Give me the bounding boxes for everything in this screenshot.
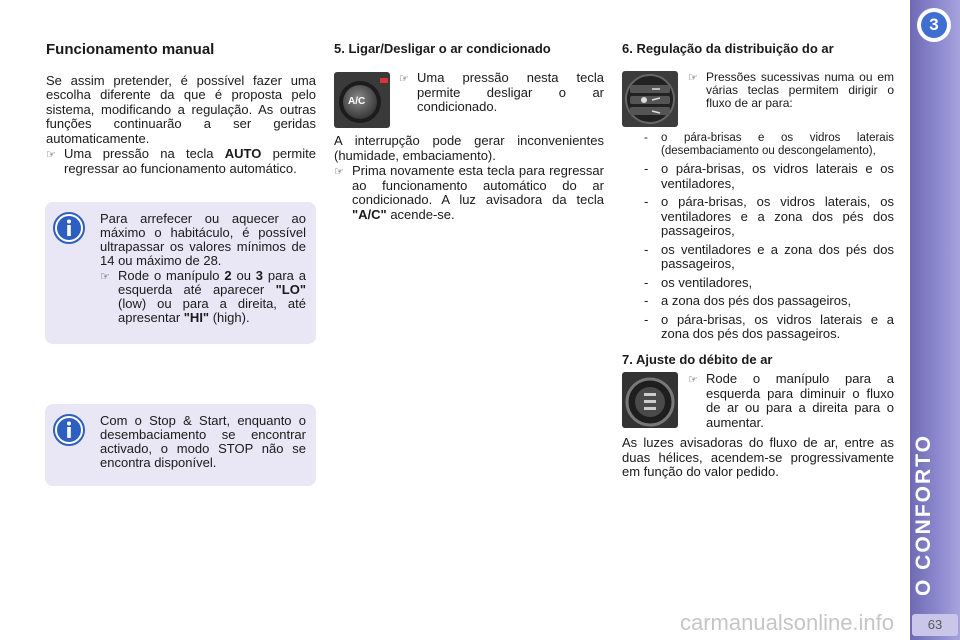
column-air-distribution — [622, 40, 894, 73]
ac-interruption-note: A interrupção pode gerar inconvenientes (humidade, embaciamento). — [334, 133, 604, 163]
list-item: - a zona dos pés dos passageiros, — [644, 293, 852, 308]
info-icon — [53, 212, 85, 244]
info-box-stop-start — [45, 404, 316, 486]
section-title-flow: 7. Ajuste do débito de ar — [622, 352, 773, 367]
flow-bullet: ☞ Rode o manípulo para a esquerda para diminuir o fluxo de ar ou para a direita para o aumentar. — [688, 371, 894, 430]
flow-knob-photo — [622, 372, 678, 428]
section-title: 5. Ligar/Desligar o ar condicionado — [334, 41, 551, 56]
list-item: - os ventiladores e a zona dos pés dos passageiros, — [644, 241, 894, 271]
column-manual-operation — [46, 40, 316, 176]
watermark: carmanualsonline.info — [680, 610, 895, 635]
list-item: - o pára-brisas e os vidros laterais (desembaciamento ou descongelamento), — [644, 132, 894, 157]
ac-label: A/C — [348, 96, 366, 107]
pointing-hand-icon: ☞ — [334, 166, 344, 178]
info1-text: Para arrefecer ou aquecer ao máximo o habitáculo, é possível ultrapassar os valores mínimos de 14 ou máximo de 28. — [100, 211, 306, 268]
ac-button-photo — [334, 72, 390, 128]
info1-bullet: ☞ Rode o manípulo 2 ou 3 para a esquerda até aparecer "LO" (low) ou para a direita, até apresentar "HI" (high). — [100, 268, 306, 325]
list-item: - o pára-brisas, os vidros laterais, os ventiladores e a zona dos pés dos passageiros, — [644, 194, 894, 238]
pointing-hand-icon: ☞ — [46, 149, 56, 161]
distribution-options-list — [644, 132, 894, 346]
info-box-temperature — [45, 202, 316, 344]
chapter-number: 3 — [921, 12, 947, 38]
info2-text: Com o Stop & Start, enquanto o desembaciamento se encontrar activado, o modo STOP não se encontra disponível. — [100, 413, 306, 470]
flow-lights-note: As luzes avisadoras do fluxo de ar, entre as duas hélices, acendem-se progressivamente em função do valor pedido. — [622, 435, 894, 479]
distribution-buttons-photo — [622, 71, 678, 127]
list-item: - os ventiladores, — [644, 274, 753, 290]
section-title: 6. Regulação da distribuição do ar — [622, 41, 834, 56]
column-ac-toggle — [334, 40, 604, 73]
chapter-title-vertical: O CONFORTO — [912, 434, 935, 596]
pointing-hand-icon: ☞ — [399, 73, 409, 85]
pointing-hand-icon: ☞ — [688, 72, 698, 84]
section-title: Funcionamento manual — [46, 41, 215, 58]
auto-key-label: AUTO — [224, 146, 262, 161]
distribution-bullet: ☞ Pressões sucessivas numa ou em várias teclas permitem dirigir o fluxo de ar para: — [688, 70, 894, 110]
air-distribution-icon — [622, 71, 678, 127]
air-flow-knob-icon — [622, 372, 678, 428]
info-icon — [53, 414, 85, 446]
list-item: - o pára-brisas, os vidros laterais e a zona dos pés dos passageiros. — [644, 311, 894, 341]
ac-on-bullet: ☞ Prima novamente esta tecla para regressar ao funcionamento automático do ar condicionado. A luz avisadora da tecla "A/C" acende-se. — [334, 163, 604, 222]
intro-paragraph: Se assim pretender, é possível fazer uma escolha diferente da que é proposta pelo sistema, modificando a regulação. As outras funções continuarão a ser geridas automaticamente. — [46, 72, 316, 146]
pointing-hand-icon: ☞ — [100, 271, 110, 283]
ac-off-bullet: ☞ Uma pressão nesta tecla permite desligar o ar condicionado. — [399, 70, 604, 114]
page-number: 63 — [912, 614, 958, 636]
list-item: - o pára-brisas, os vidros laterais e os ventiladores, — [644, 161, 894, 191]
pointing-hand-icon: ☞ — [688, 374, 698, 386]
auto-bullet: ☞ Uma pressão na tecla AUTO permite regressar ao funcionamento automático. — [46, 146, 316, 176]
